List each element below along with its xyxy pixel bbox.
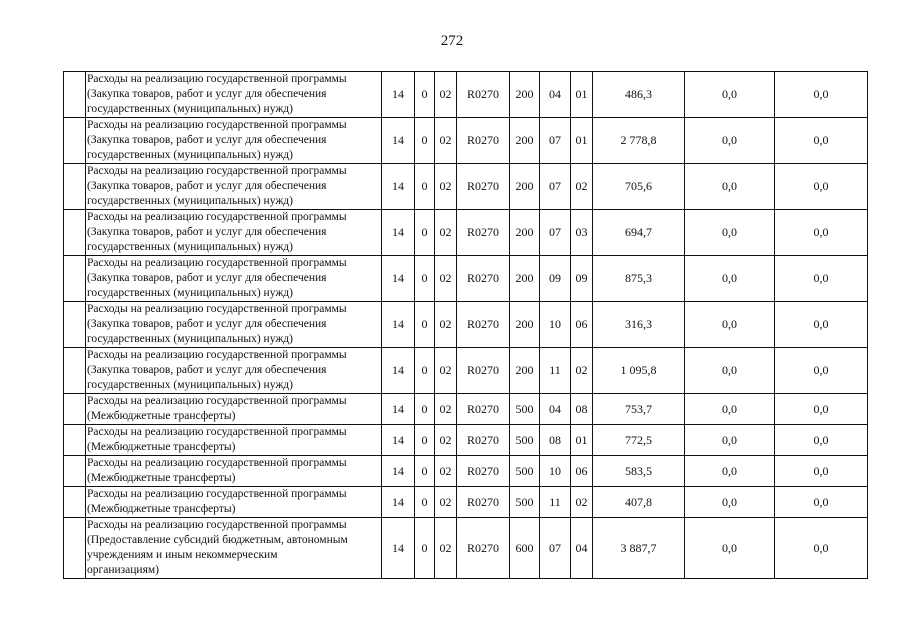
section-cell: 10 (540, 456, 571, 487)
amount-year2-cell: 0,0 (685, 302, 775, 348)
expense-name-cell: Расходы на реализацию государственной программы (Межбюджетные трансферты) (86, 425, 382, 456)
ministry-code-cell: 14 (382, 210, 415, 256)
table-row (64, 394, 868, 425)
subprogram-code-cell: 02 (435, 394, 457, 425)
amount-year3-cell: 0,0 (775, 302, 868, 348)
table-row (64, 348, 868, 394)
table-row (64, 456, 868, 487)
row-index-cell (64, 518, 86, 579)
amount-year3-cell: 0,0 (775, 256, 868, 302)
expense-type-cell: 500 (510, 456, 540, 487)
expense-name-cell: Расходы на реализацию государственной программы (Межбюджетные трансферты) (86, 487, 382, 518)
target-article-cell: R0270 (457, 394, 510, 425)
section-cell: 11 (540, 348, 571, 394)
target-article-cell: R0270 (457, 348, 510, 394)
amount-year3-cell: 0,0 (775, 518, 868, 579)
subsection-cell: 08 (571, 394, 593, 425)
subsection-cell: 03 (571, 210, 593, 256)
section-cell: 09 (540, 256, 571, 302)
subsection-cell: 04 (571, 518, 593, 579)
amount-year1-cell: 1 095,8 (593, 348, 685, 394)
row-index-cell (64, 210, 86, 256)
program-code-cell: 0 (415, 256, 435, 302)
section-cell: 07 (540, 518, 571, 579)
subprogram-code-cell: 02 (435, 425, 457, 456)
expense-name-cell: Расходы на реализацию государственной программы (Закупка товаров, работ и услуг для обеспечения государственных (муниципальных) нужд) (86, 302, 382, 348)
amount-year1-cell: 583,5 (593, 456, 685, 487)
amount-year3-cell: 0,0 (775, 348, 868, 394)
amount-year3-cell: 0,0 (775, 210, 868, 256)
target-article-cell: R0270 (457, 72, 510, 118)
target-article-cell: R0270 (457, 210, 510, 256)
amount-year2-cell: 0,0 (685, 456, 775, 487)
table-row (64, 72, 868, 118)
row-index-cell (64, 256, 86, 302)
target-article-cell: R0270 (457, 456, 510, 487)
amount-year1-cell: 875,3 (593, 256, 685, 302)
subsection-cell: 06 (571, 456, 593, 487)
section-cell: 11 (540, 487, 571, 518)
row-index-cell (64, 118, 86, 164)
amount-year2-cell: 0,0 (685, 118, 775, 164)
row-index-cell (64, 72, 86, 118)
table-row (64, 256, 868, 302)
expense-name-cell: Расходы на реализацию государственной программы (Межбюджетные трансферты) (86, 456, 382, 487)
subprogram-code-cell: 02 (435, 256, 457, 302)
target-article-cell: R0270 (457, 164, 510, 210)
ministry-code-cell: 14 (382, 348, 415, 394)
subprogram-code-cell: 02 (435, 164, 457, 210)
expense-name-cell: Расходы на реализацию государственной программы (Закупка товаров, работ и услуг для обеспечения государственных (муниципальных) нужд) (86, 348, 382, 394)
table-row (64, 302, 868, 348)
ministry-code-cell: 14 (382, 118, 415, 164)
table-row (64, 164, 868, 210)
expense-type-cell: 200 (510, 210, 540, 256)
amount-year1-cell: 772,5 (593, 425, 685, 456)
expense-name-cell: Расходы на реализацию государственной программы (Закупка товаров, работ и услуг для обеспечения государственных (муниципальных) нужд) (86, 256, 382, 302)
subsection-cell: 01 (571, 425, 593, 456)
expense-name-cell: Расходы на реализацию государственной программы (Предоставление субсидий бюджетным, автономным учреждениям и иным некоммерческим организациям) (86, 518, 382, 579)
expense-type-cell: 200 (510, 164, 540, 210)
expense-type-cell: 200 (510, 72, 540, 118)
subsection-cell: 02 (571, 164, 593, 210)
table-body (64, 72, 868, 579)
amount-year1-cell: 705,6 (593, 164, 685, 210)
row-index-cell (64, 302, 86, 348)
subsection-cell: 02 (571, 348, 593, 394)
amount-year2-cell: 0,0 (685, 487, 775, 518)
amount-year2-cell: 0,0 (685, 518, 775, 579)
subprogram-code-cell: 02 (435, 302, 457, 348)
section-cell: 04 (540, 72, 571, 118)
expense-type-cell: 200 (510, 302, 540, 348)
amount-year2-cell: 0,0 (685, 72, 775, 118)
amount-year3-cell: 0,0 (775, 487, 868, 518)
amount-year3-cell: 0,0 (775, 456, 868, 487)
amount-year1-cell: 694,7 (593, 210, 685, 256)
amount-year2-cell: 0,0 (685, 164, 775, 210)
subprogram-code-cell: 02 (435, 456, 457, 487)
program-code-cell: 0 (415, 456, 435, 487)
expense-type-cell: 600 (510, 518, 540, 579)
section-cell: 07 (540, 210, 571, 256)
target-article-cell: R0270 (457, 425, 510, 456)
subprogram-code-cell: 02 (435, 348, 457, 394)
subprogram-code-cell: 02 (435, 210, 457, 256)
subprogram-code-cell: 02 (435, 72, 457, 118)
program-code-cell: 0 (415, 425, 435, 456)
expense-type-cell: 500 (510, 394, 540, 425)
expense-name-cell: Расходы на реализацию государственной программы (Закупка товаров, работ и услуг для обеспечения государственных (муниципальных) нужд) (86, 118, 382, 164)
program-code-cell: 0 (415, 118, 435, 164)
subprogram-code-cell: 02 (435, 518, 457, 579)
program-code-cell: 0 (415, 487, 435, 518)
amount-year2-cell: 0,0 (685, 394, 775, 425)
amount-year1-cell: 2 778,8 (593, 118, 685, 164)
amount-year2-cell: 0,0 (685, 348, 775, 394)
section-cell: 07 (540, 164, 571, 210)
program-code-cell: 0 (415, 210, 435, 256)
table-row (64, 487, 868, 518)
amount-year1-cell: 407,8 (593, 487, 685, 518)
ministry-code-cell: 14 (382, 302, 415, 348)
ministry-code-cell: 14 (382, 425, 415, 456)
expense-name-cell: Расходы на реализацию государственной программы (Межбюджетные трансферты) (86, 394, 382, 425)
expense-type-cell: 200 (510, 118, 540, 164)
amount-year3-cell: 0,0 (775, 72, 868, 118)
row-index-cell (64, 348, 86, 394)
expense-name-cell: Расходы на реализацию государственной программы (Закупка товаров, работ и услуг для обеспечения государственных (муниципальных) нужд) (86, 164, 382, 210)
table-row (64, 518, 868, 579)
subprogram-code-cell: 02 (435, 118, 457, 164)
amount-year2-cell: 0,0 (685, 210, 775, 256)
subprogram-code-cell: 02 (435, 487, 457, 518)
expense-name-cell: Расходы на реализацию государственной программы (Закупка товаров, работ и услуг для обеспечения государственных (муниципальных) нужд) (86, 210, 382, 256)
program-code-cell: 0 (415, 302, 435, 348)
row-index-cell (64, 487, 86, 518)
subsection-cell: 09 (571, 256, 593, 302)
section-cell: 07 (540, 118, 571, 164)
target-article-cell: R0270 (457, 487, 510, 518)
subsection-cell: 06 (571, 302, 593, 348)
ministry-code-cell: 14 (382, 394, 415, 425)
amount-year3-cell: 0,0 (775, 394, 868, 425)
program-code-cell: 0 (415, 348, 435, 394)
ministry-code-cell: 14 (382, 456, 415, 487)
expense-name-cell: Расходы на реализацию государственной программы (Закупка товаров, работ и услуг для обеспечения государственных (муниципальных) нужд) (86, 72, 382, 118)
row-index-cell (64, 456, 86, 487)
subsection-cell: 01 (571, 118, 593, 164)
table-row (64, 210, 868, 256)
expense-type-cell: 200 (510, 348, 540, 394)
amount-year1-cell: 753,7 (593, 394, 685, 425)
table-row (64, 425, 868, 456)
ministry-code-cell: 14 (382, 487, 415, 518)
amount-year3-cell: 0,0 (775, 425, 868, 456)
amount-year1-cell: 486,3 (593, 72, 685, 118)
program-code-cell: 0 (415, 72, 435, 118)
ministry-code-cell: 14 (382, 256, 415, 302)
amount-year2-cell: 0,0 (685, 425, 775, 456)
amount-year2-cell: 0,0 (685, 256, 775, 302)
row-index-cell (64, 394, 86, 425)
program-code-cell: 0 (415, 394, 435, 425)
table-row (64, 118, 868, 164)
section-cell: 10 (540, 302, 571, 348)
ministry-code-cell: 14 (382, 164, 415, 210)
section-cell: 04 (540, 394, 571, 425)
budget-table (63, 71, 868, 579)
program-code-cell: 0 (415, 518, 435, 579)
amount-year3-cell: 0,0 (775, 164, 868, 210)
expense-type-cell: 500 (510, 425, 540, 456)
expense-type-cell: 500 (510, 487, 540, 518)
amount-year1-cell: 3 887,7 (593, 518, 685, 579)
target-article-cell: R0270 (457, 518, 510, 579)
program-code-cell: 0 (415, 164, 435, 210)
ministry-code-cell: 14 (382, 518, 415, 579)
section-cell: 08 (540, 425, 571, 456)
target-article-cell: R0270 (457, 256, 510, 302)
subsection-cell: 01 (571, 72, 593, 118)
subsection-cell: 02 (571, 487, 593, 518)
target-article-cell: R0270 (457, 302, 510, 348)
row-index-cell (64, 164, 86, 210)
amount-year1-cell: 316,3 (593, 302, 685, 348)
target-article-cell: R0270 (457, 118, 510, 164)
amount-year3-cell: 0,0 (775, 118, 868, 164)
ministry-code-cell: 14 (382, 72, 415, 118)
expense-type-cell: 200 (510, 256, 540, 302)
page-number: 272 (440, 33, 464, 49)
row-index-cell (64, 425, 86, 456)
